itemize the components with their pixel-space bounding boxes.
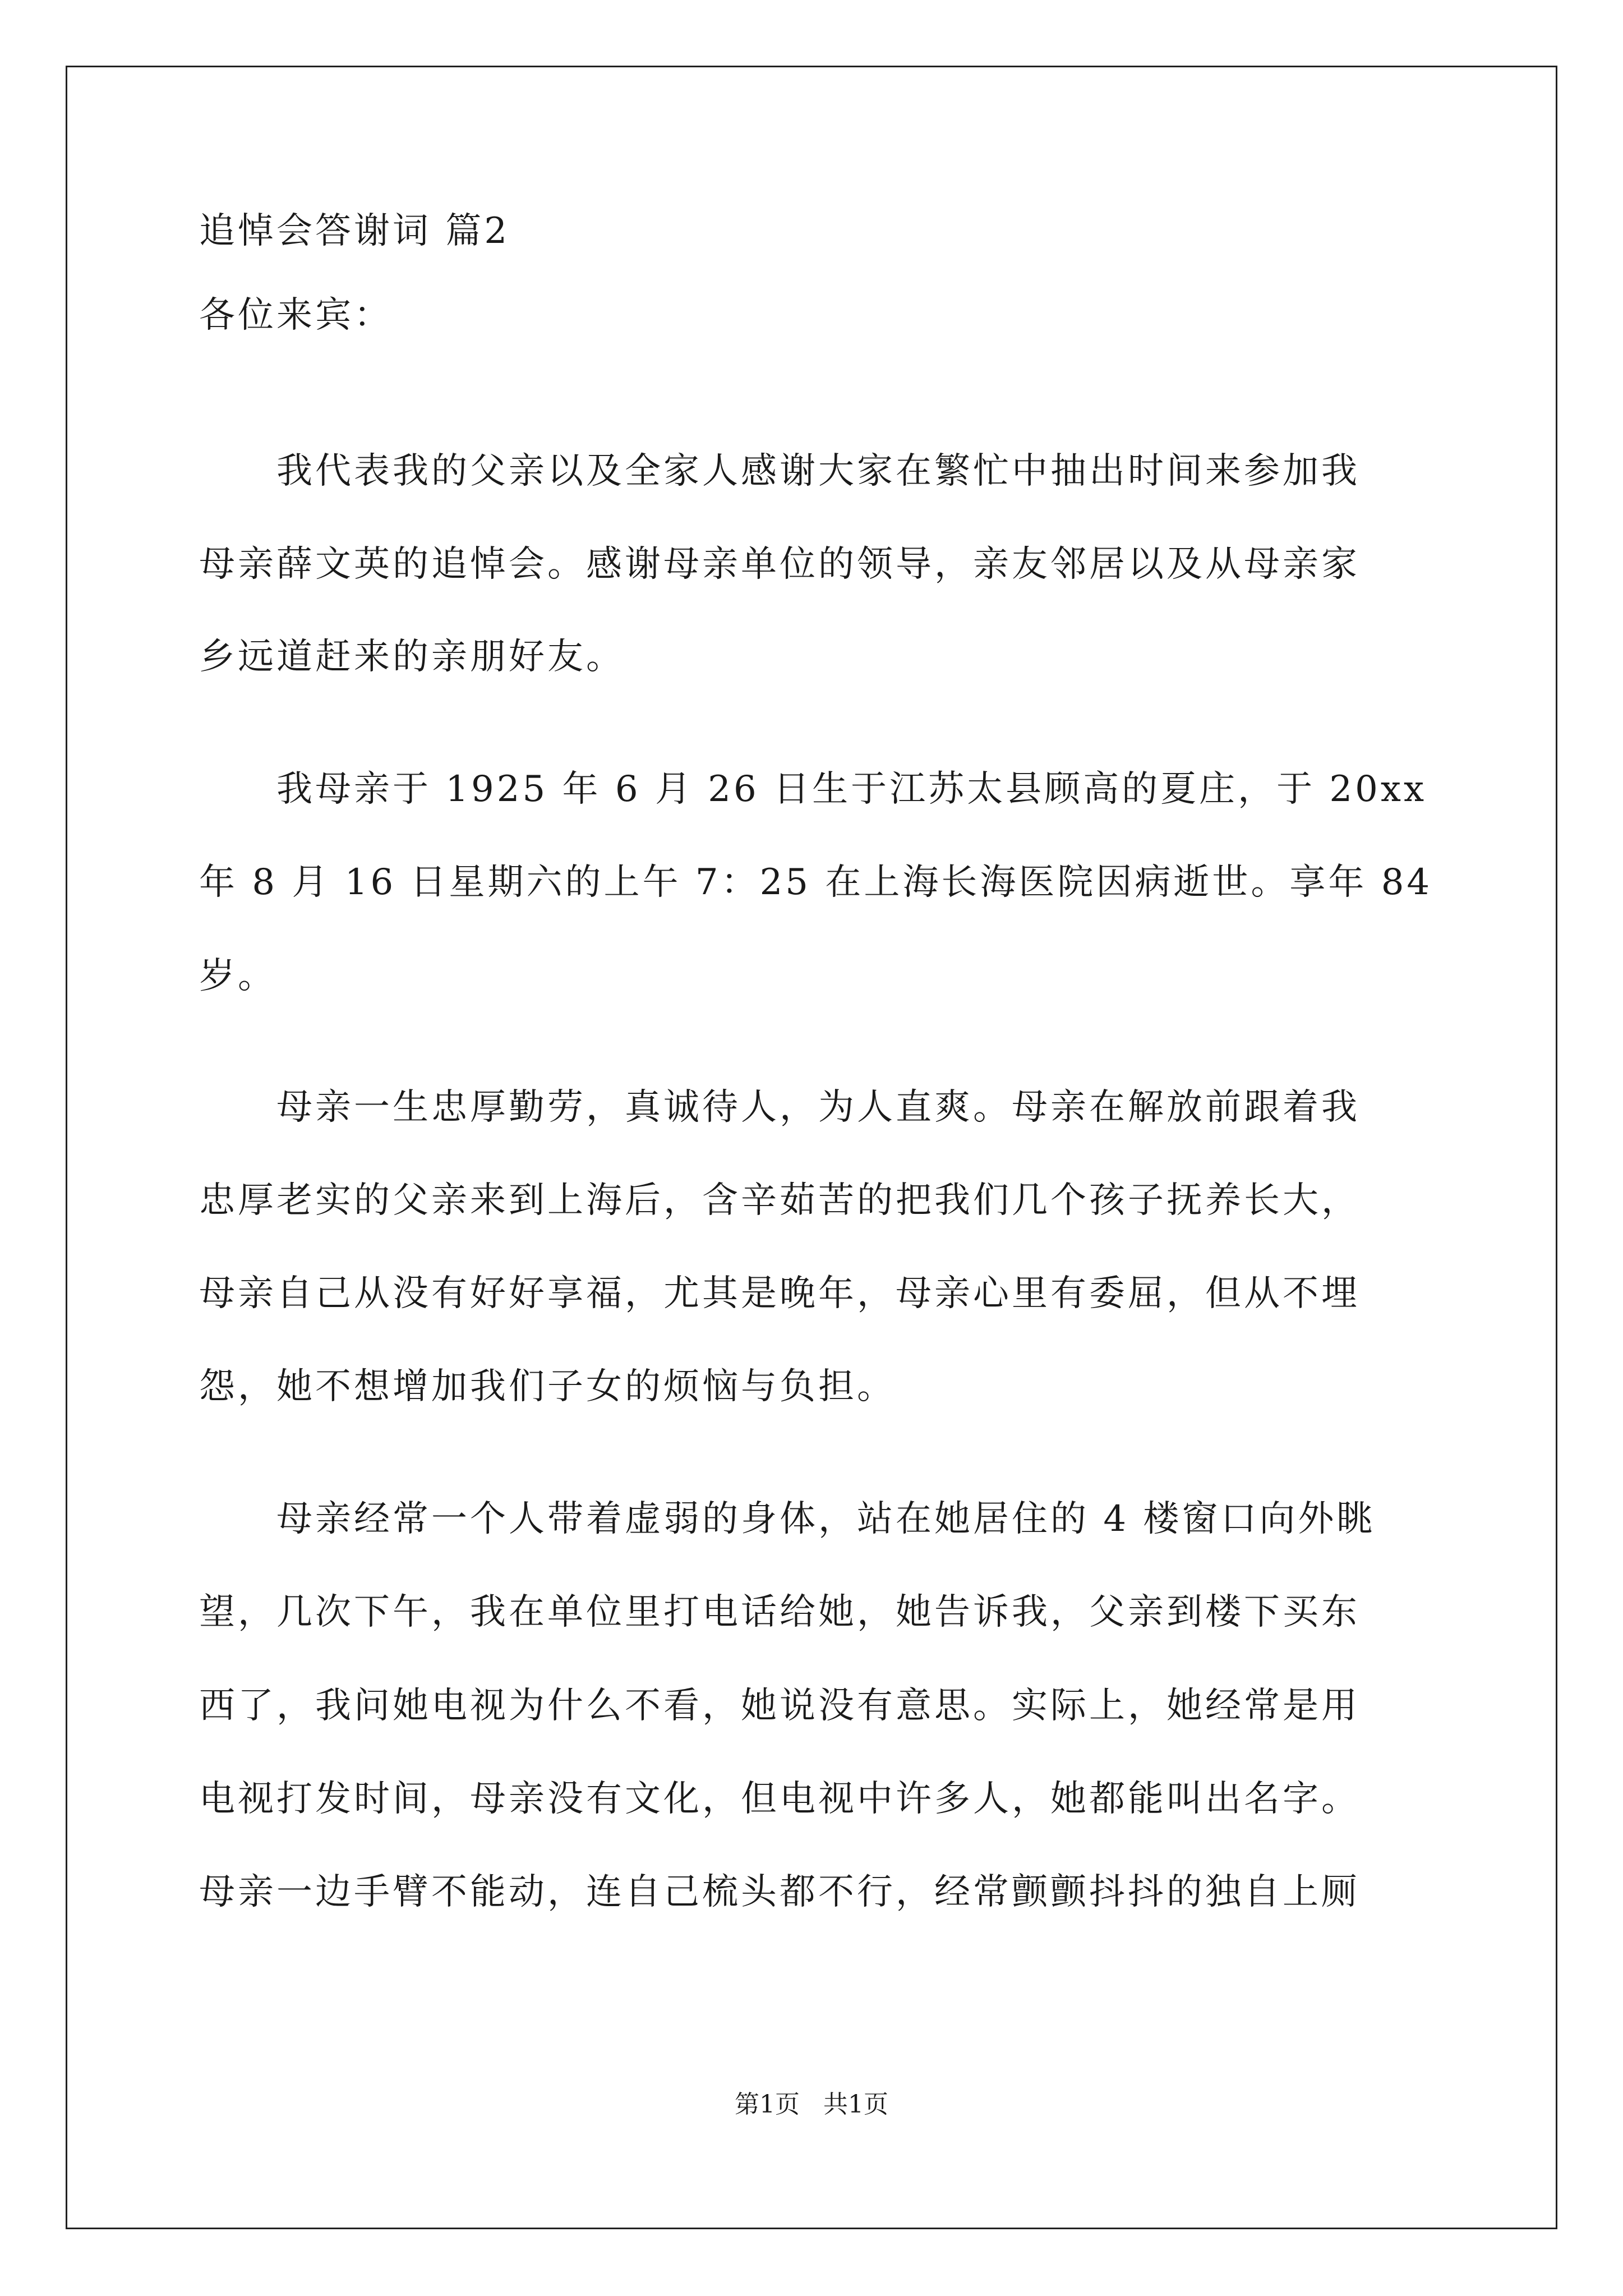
body-line: 乡远道赶来的亲朋好友。 [199, 636, 625, 678]
body-line: 忠厚老实的父亲来到上海后，含辛茹苦的把我们几个孩子抚养长大， [199, 1180, 1360, 1221]
body-line: 母亲一生忠厚勤劳，真诚待人，为人直爽。母亲在解放前跟着我 [199, 1087, 1360, 1128]
body-line: 年 8 月 16 日星期六的上午 7：25 在上海长海医院因病逝世。享年 84 [199, 862, 1433, 903]
page-footer: 第1页 共1页 [735, 2090, 888, 2119]
body-line: 母亲一边手臂不能动，连自己梳头都不行，经常颤颤抖抖的独自上厕 [199, 1871, 1360, 1913]
body-line: 西了，我问她电视为什么不看，她说没有意思。实际上，她经常是用 [199, 1685, 1360, 1727]
body-line: 母亲薛文英的追悼会。感谢母亲单位的领导，亲友邻居以及从母亲家 [199, 544, 1360, 585]
body-line: 母亲经常一个人带着虚弱的身体，站在她居住的 4 楼窗口向外眺 [199, 1498, 1376, 1540]
document-title: 追悼会答谢词 篇2 [199, 210, 510, 252]
body-line: 我母亲于 1925 年 6 月 26 日生于江苏太县顾高的夏庄，于 20xx [199, 769, 1427, 810]
body-line: 望，几次下午，我在单位里打电话给她，她告诉我，父亲到楼下买东 [199, 1591, 1360, 1633]
body-line: 电视打发时间，母亲没有文化，但电视中许多人，她都能叫出名字。 [199, 1778, 1360, 1820]
body-line: 我代表我的父亲以及全家人感谢大家在繁忙中抽出时间来参加我 [199, 450, 1360, 492]
body-line: 母亲自己从没有好好享福，尤其是晚年，母亲心里有委屈，但从不埋 [199, 1273, 1360, 1314]
body-line: 怨，她不想增加我们子女的烦恼与负担。 [199, 1366, 896, 1407]
body-line: 岁。 [199, 955, 276, 997]
salutation: 各位来宾： [199, 295, 393, 336]
